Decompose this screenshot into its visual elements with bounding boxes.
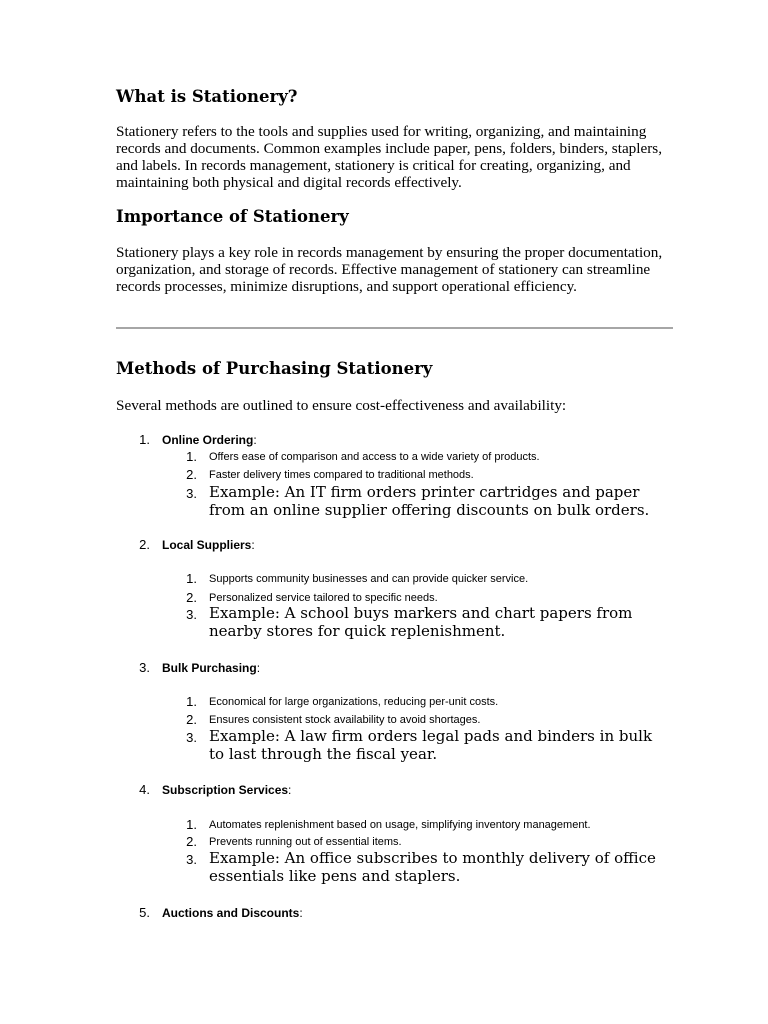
sub-item-text: Personalized service tailored to specific needs. <box>209 592 438 604</box>
sub-item-text: Economical for large organizations, reducing per-unit costs. <box>209 696 499 708</box>
sub-item-number: 3. <box>186 730 197 745</box>
method-title-text: Online Ordering <box>162 433 254 447</box>
sub-item-text: Supports community businesses and can provide quicker service. <box>209 573 529 585</box>
sub-item-text: Offers ease of comparison and access to a wide variety of products. <box>209 451 540 463</box>
heading-what-is-stationery: What is Stationery? <box>116 87 298 106</box>
method-title-colon: : <box>299 906 303 920</box>
method-number: 4. <box>139 782 150 797</box>
sub-item-example: Example: An office subscribes to monthly delivery of office essentials like pens and staplers. <box>209 849 656 885</box>
method-title-text: Bulk Purchasing <box>162 661 257 675</box>
sub-item-number: 1. <box>186 694 197 709</box>
sub-item-text: Automates replenishment based on usage, simplifying inventory management. <box>209 819 591 831</box>
method-title-text: Local Suppliers <box>162 538 252 552</box>
sub-item-text: Ensures consistent stock availability to avoid shortages. <box>209 714 481 726</box>
heading-methods: Methods of Purchasing Stationery <box>116 359 433 378</box>
sub-item-example: Example: An IT firm orders printer cartridges and paper from an online supplier offering discounts on bulk orders. <box>209 483 650 519</box>
method-title-colon: : <box>288 783 292 797</box>
horizontal-rule <box>116 327 673 329</box>
sub-item-number: 2. <box>186 712 197 727</box>
sub-item-number: 2. <box>186 834 197 849</box>
sub-item-text: Faster delivery times compared to traditional methods. <box>209 469 474 481</box>
sub-item-number: 3. <box>186 852 197 867</box>
sub-item-example: Example: A school buys markers and chart papers from nearby stores for quick replenishment. <box>209 604 633 640</box>
method-title <box>162 538 255 552</box>
sub-item-number: 3. <box>186 486 197 501</box>
sub-item-example: Example: A law firm orders legal pads and binders in bulk to last through the fiscal year. <box>209 727 653 763</box>
method-title-colon: : <box>253 433 257 447</box>
sub-item-number: 3. <box>186 607 197 622</box>
method-number: 2. <box>139 537 150 552</box>
sub-item-number: 2. <box>186 467 197 482</box>
paragraph-definition: Stationery refers to the tools and supplies used for writing, organizing, and maintaining records and documents. Common examples include paper, pens, folders, binders, staplers, and labels. In records management, stationery is critical for creating, organizing, and maintaining both physical and digital records effectively. <box>116 123 663 191</box>
sub-item-text: Prevents running out of essential items. <box>209 836 402 848</box>
method-number: 3. <box>139 660 150 675</box>
method-title <box>162 661 260 675</box>
method-title <box>162 906 303 920</box>
method-title-colon: : <box>251 538 255 552</box>
sub-item-number: 1. <box>186 449 197 464</box>
method-number: 1. <box>139 432 150 447</box>
paragraph-importance: Stationery plays a key role in records management by ensuring the proper documentation, organization, and storage of records. Effective management of stationery can streamline records processes, minimize disruptions, and support operational efficiency. <box>116 244 663 295</box>
heading-importance: Importance of Stationery <box>116 207 349 226</box>
paragraph-methods-intro: Several methods are outlined to ensure cost-effectiveness and availability: <box>116 397 567 414</box>
method-title-colon: : <box>256 661 261 675</box>
method-number: 5. <box>139 905 150 920</box>
method-title-text: Auctions and Discounts <box>162 906 300 920</box>
sub-item-number: 2. <box>186 590 197 605</box>
method-title <box>162 783 291 797</box>
sub-item-number: 1. <box>186 817 197 832</box>
method-title-text: Subscription Services <box>162 783 289 797</box>
method-title <box>162 433 257 447</box>
sub-item-number: 1. <box>186 571 197 586</box>
